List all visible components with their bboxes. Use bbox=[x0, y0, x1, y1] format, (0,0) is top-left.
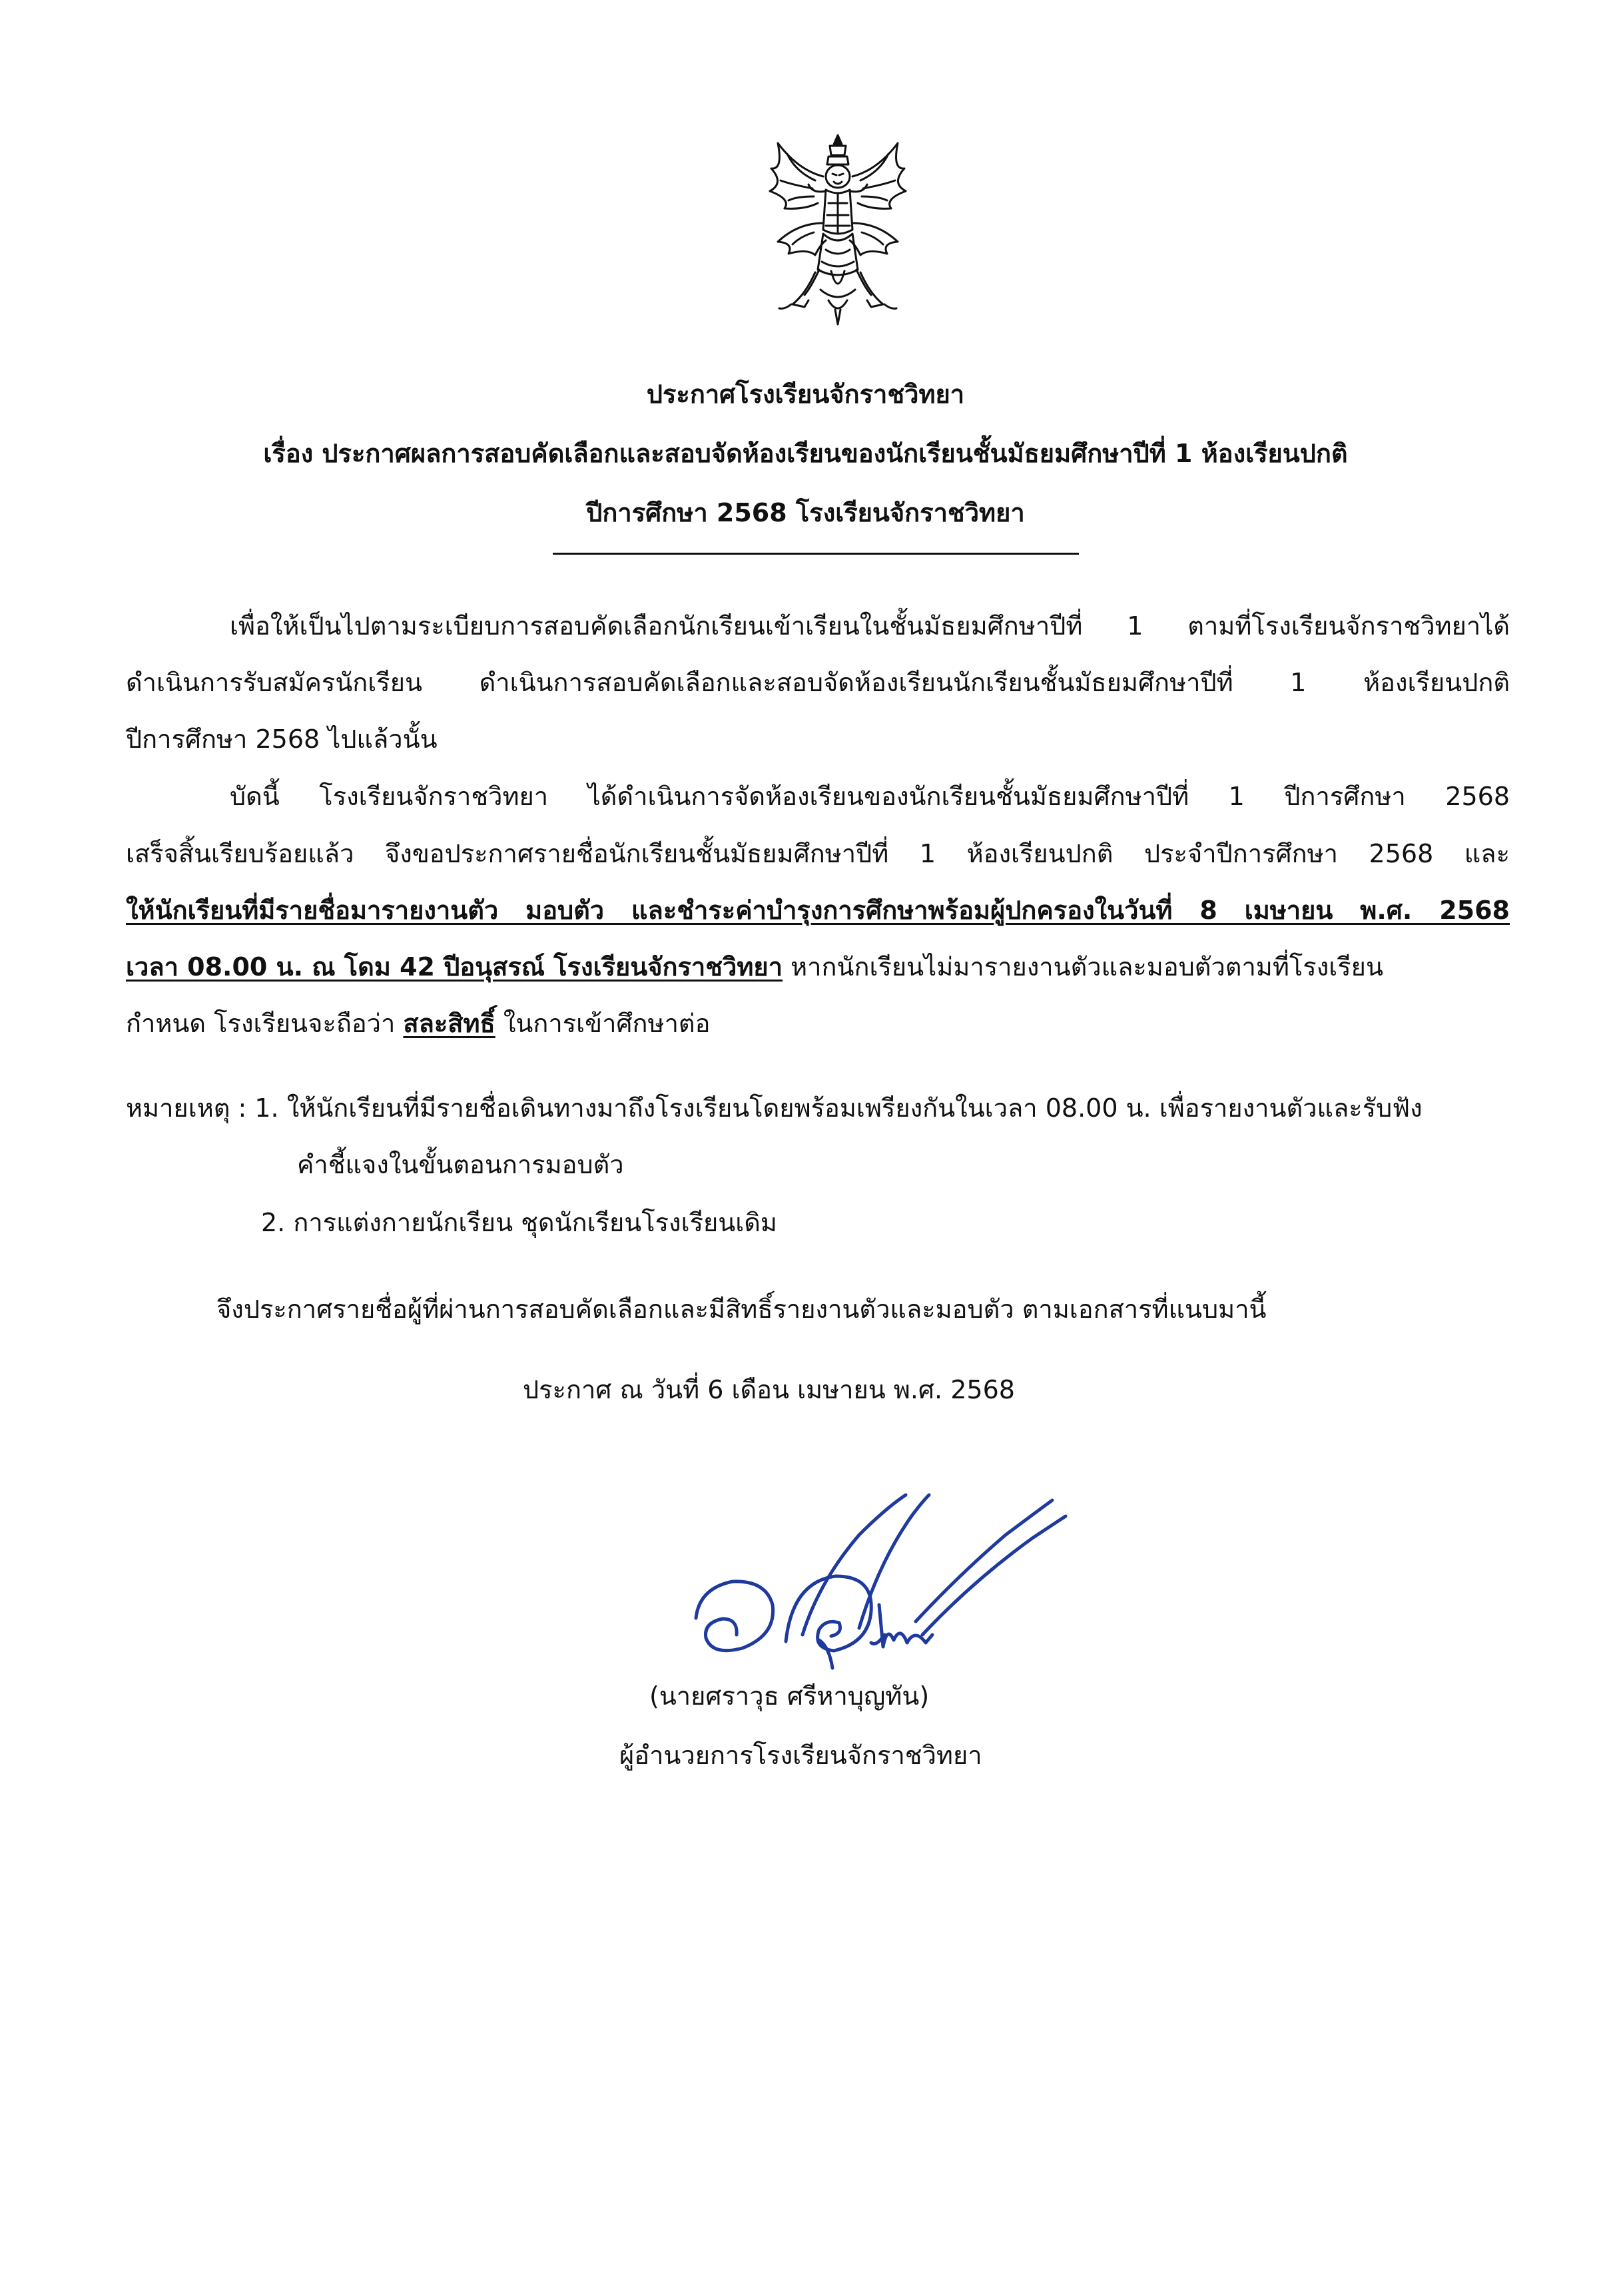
paragraph2-line4-rest: หากนักเรียนไม่มารายงานตัวและมอบตัวตามที่โรงเรียน bbox=[783, 952, 1383, 982]
heading-divider bbox=[553, 553, 1079, 555]
notes-item1: หมายเหตุ : 1. ให้นักเรียนที่มีรายชื่อเดินทางมาถึงโรงเรียนโดยพร้อมเพรียงกันในเวลา 08.00 น. เพื่อรายงานตัวและรับฟัง bbox=[126, 1093, 1423, 1123]
paragraph2-line4 bbox=[126, 951, 1510, 983]
paragraph1-line3: ปีการศึกษา 2568 ไปแล้วนั้น bbox=[126, 724, 438, 754]
paragraph2-line5-end: ในการเข้าศึกษาต่อ bbox=[495, 1009, 711, 1038]
notes-item1-continued: คำชี้แจงในขั้นตอนการมอบตัว bbox=[297, 1150, 624, 1179]
announcement-year-line: ปีการศึกษา 2568 โรงเรียนจักราชวิทยา bbox=[586, 498, 1025, 527]
forfeit-term: สละสิทธิ์ bbox=[403, 1009, 495, 1038]
paragraph2-line5 bbox=[126, 1007, 710, 1039]
paragraph2-line1: บัดนี้ โรงเรียนจักราชวิทยา ได้ดำเนินการจัดห้องเรียนของนักเรียนชั้นมัธยมศึกษาปีที่ 1 ปีการศึกษา 2568 bbox=[230, 782, 1510, 811]
notes-item2: 2. การแต่งกายนักเรียน ชุดนักเรียนโรงเรียนเดิม bbox=[261, 1208, 777, 1237]
paragraph1-line2: ดำเนินการรับสมัครนักเรียน ดำเนินการสอบคัดเลือกและสอบจัดห้องเรียนนักเรียนชั้นมัธยมศึกษาปีที่ 1 ห้องเรียนปกติ bbox=[126, 668, 1510, 697]
garuda-emblem-icon bbox=[751, 130, 924, 330]
handwritten-signature bbox=[659, 1468, 1092, 1688]
announcement-subject: เรื่อง ประกาศผลการสอบคัดเลือกและสอบจัดห้องเรียนของนักเรียนชั้นมัธยมศึกษาปีที่ 1 ห้องเรียนปกติ bbox=[263, 439, 1348, 468]
paragraph2-report-instruction: ให้นักเรียนที่มีรายชื่อมารายงานตัว มอบตัว และชำระค่าบำรุงการศึกษาพร้อมผู้ปกครองในวันที่ 8 เมษายน พ.ศ. 2568 bbox=[126, 896, 1510, 925]
paragraph2-line5-start: กำหนด โรงเรียนจะถือว่า bbox=[126, 1009, 404, 1038]
signatory-name: (นายศราวุธ ศรีหาบุญทัน) bbox=[649, 1681, 930, 1711]
report-time-place: เวลา 08.00 น. ณ โดม 42 ปีอนุสรณ์ โรงเรียนจักราชวิทยา bbox=[126, 952, 783, 982]
paragraph2-line2: เสร็จสิ้นเรียบร้อยแล้ว จึงขอประกาศรายชื่อนักเรียนชั้นมัธยมศึกษาปีที่ 1 ห้องเรียนปกติ ประจำปีการศึกษา 2568 และ bbox=[126, 839, 1510, 868]
signatory-position: ผู้อำนวยการโรงเรียนจักราชวิทยา bbox=[619, 1741, 982, 1770]
announcement-title: ประกาศโรงเรียนจักราชวิทยา bbox=[646, 380, 965, 409]
paragraph1-line1: เพื่อให้เป็นไปตามระเบียบการสอบคัดเลือกนักเรียนเข้าเรียนในชั้นมัธยมศึกษาปีที่ 1 ตามที่โรงเรียนจักราชวิทยาได้ bbox=[230, 611, 1510, 641]
closing-statement: จึงประกาศรายชื่อผู้ที่ผ่านการสอบคัดเลือกและมีสิทธิ์รายงานตัวและมอบตัว ตามเอกสารที่แนบมานี้ bbox=[216, 1294, 1267, 1324]
announcement-date: ประกาศ ณ วันที่ 6 เดือน เมษายน พ.ศ. 2568 bbox=[523, 1375, 1015, 1404]
